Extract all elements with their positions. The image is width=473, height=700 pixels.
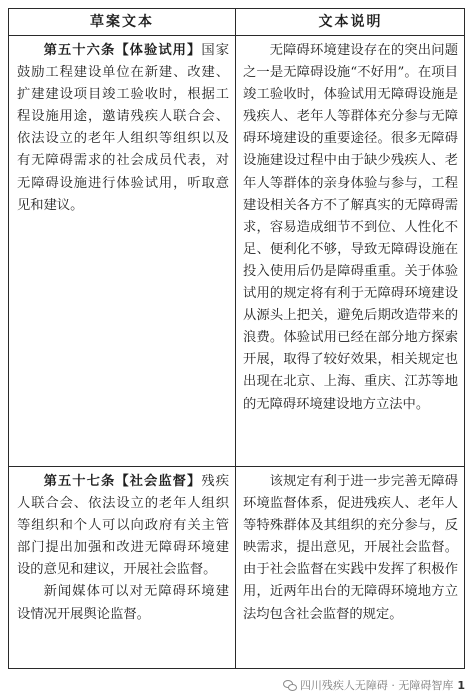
draft-cell-article-56 [17,40,229,217]
article-text: 残疾人联合会、依法设立的老年人组织等组织和个人可以向政府有关主管部门提出加强和改进无障碍环境建设的意见和建议，开展社会监督。 [17,474,230,578]
article-text-paragraph-2: 新闻媒体可以对无障碍环境建设情况开展舆论监督。 [17,584,229,622]
explanation-text: 无障碍环境建设存在的突出问题之一是无障碍设施“不好用”。在项目竣工验收时，体验试用无障碍设施是残疾人、老年人等群体充分参与无障碍环境建设的重要途径。很多无障碍设施建设过程中由于缺少残疾人、老年人等群体的亲身体验与参与，工程建设相关各方不了解真实的无障碍需求，容易造成细节不到位、人性化不足、便利化不够，导致无障碍设施在投入使用后仍是障碍重重。关于体验试用的规定将有利于无障碍环境建设从源头上把关，避免后期改造带来的浪费。体验试用已经在部分地方探索开展，取得了较好效果，相关规定也出现在北京、上海、重庆、江苏等地的无障碍环境建设地方立法中。 [243,43,458,412]
draft-comparison-table [8,8,465,669]
draft-cell-article-57 [17,471,229,626]
explanation-text: 该规定有利于进一步完善无障碍环境监督体系，促进残疾人、老年人等特殊群体及其组织的充分参与，反映需求，提出意见，开展社会监督。由于社会监督在实践中发挥了积极作用，近两年出台的无障碍环境地方立法均包含社会监督的规定。 [243,474,458,622]
article-number: 第五十七条 [43,474,116,489]
header-draft-text: 草案文本 [90,14,154,30]
header-explanation: 文本说明 [318,14,383,30]
page-number: 1 [457,678,465,692]
column-divider [235,9,236,668]
explanation-cell-article-57 [243,471,458,626]
article-text: 国家鼓励工程建设单位在新建、改建、扩建建设项目竣工验收时，根据工程设施用途，邀请残疾人联合会、依法设立的老年人组织等组织以及有无障碍需求的社会成员代表，对无障碍设施进行体验试用，听取意见和建议。 [17,43,230,213]
row-divider [9,466,464,467]
header-divider [9,35,464,36]
watermark [283,674,465,696]
article-title: 【体验试用】 [115,43,202,58]
article-number: 第五十六条 [43,43,116,58]
article-title: 【社会监督】 [115,474,202,489]
wechat-icon [283,680,296,691]
explanation-cell-article-56 [243,40,458,416]
watermark-text: 四川残疾人无障碍 · 无障碍智库 [299,679,454,692]
